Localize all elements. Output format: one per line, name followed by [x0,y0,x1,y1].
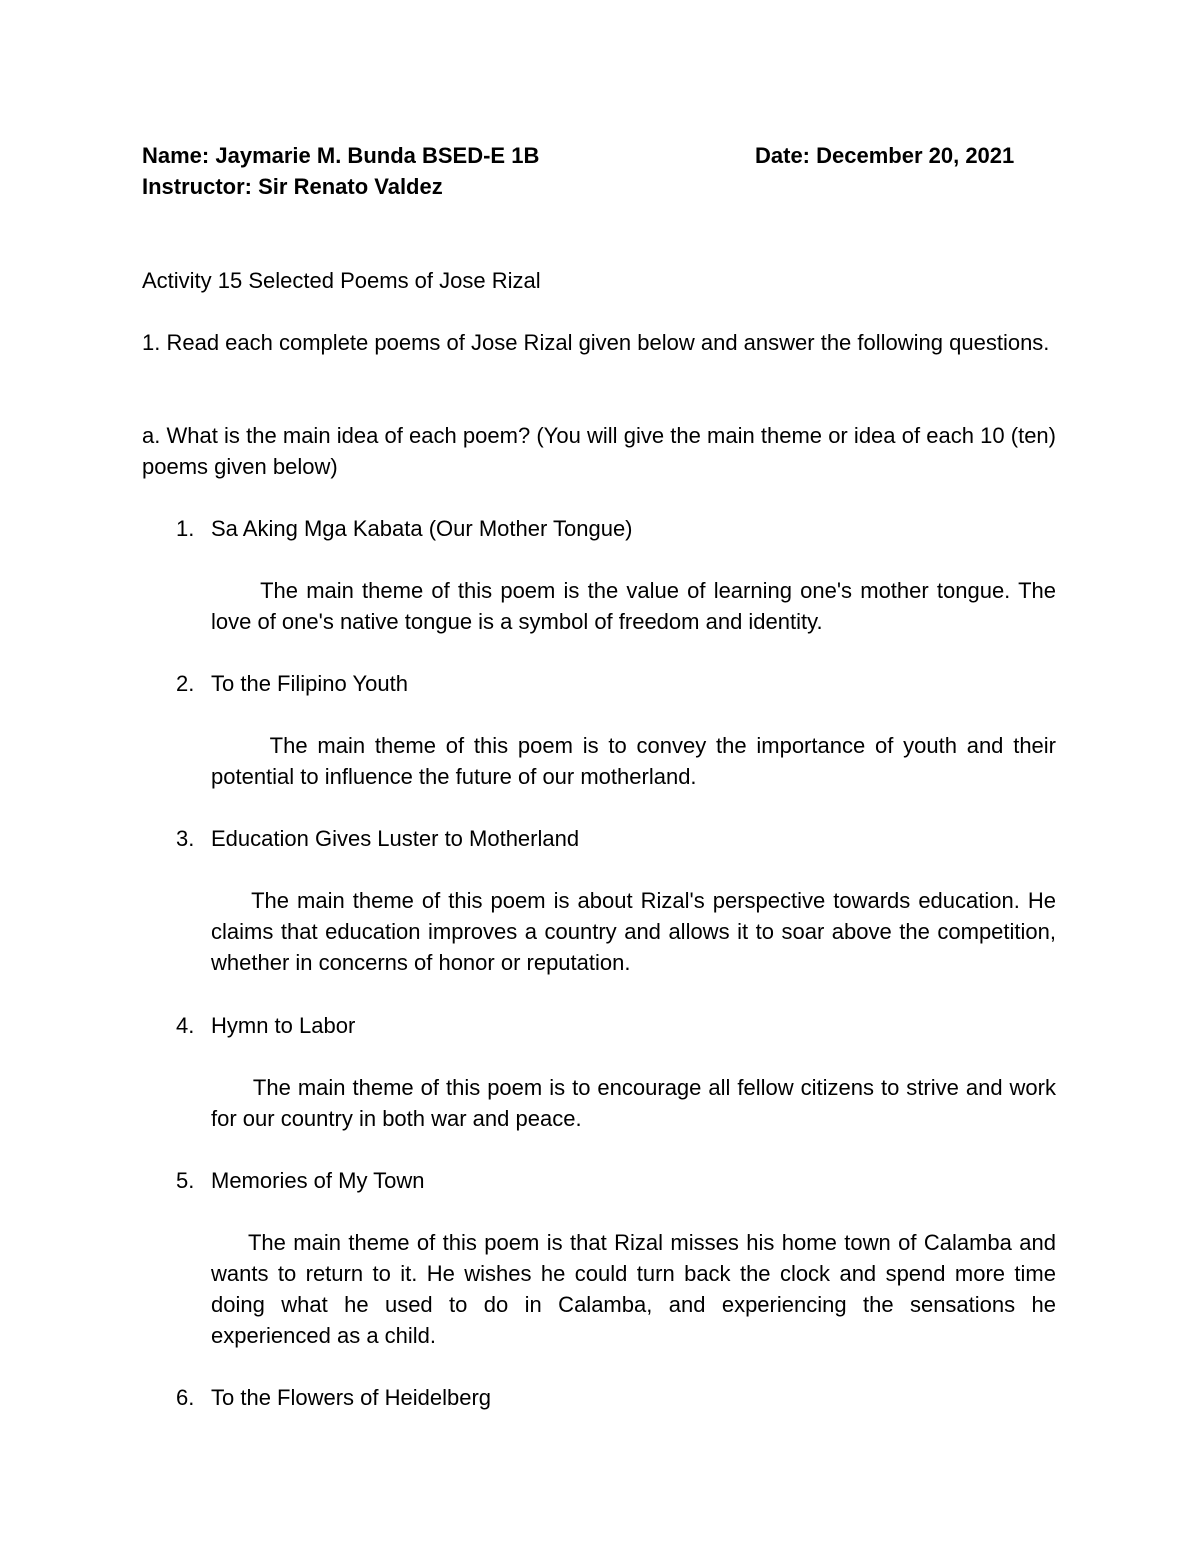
activity-title: Activity 15 Selected Poems of Jose Rizal [142,268,541,293]
poem-answer: The main theme of this poem is to convey the importance of youth and their potential to influence the future of our motherland. [211,733,1056,789]
poem-title: Memories of My Town [211,1168,425,1193]
poem-answer: The main theme of this poem is to encourage all fellow citizens to strive and work for our country in both war and peace. [211,1075,1056,1131]
poem-title: Education Gives Luster to Motherland [211,826,580,851]
poem-title: To the Flowers of Heidelberg [211,1385,492,1410]
student-name-line: Name: Jaymarie M. Bunda BSED-E 1B [142,143,540,168]
list-item-number: 4. [176,1013,195,1038]
list-item-number: 1. [176,516,195,541]
poem-answer: The main theme of this poem is the value of learning one's mother tongue. The love of one's native tongue is a symbol of freedom and identity. [211,578,1056,634]
instructor-line: Instructor: Sir Renato Valdez [142,174,443,199]
list-item-number: 2. [176,671,195,696]
date-line: Date: December 20, 2021 [755,143,1015,168]
question-a: a. What is the main idea of each poem? (You will give the main theme or idea of each 10 (ten) poems given below) [142,423,1056,479]
list-item-number: 6. [176,1385,195,1410]
list-item-number: 5. [176,1168,195,1193]
poem-title: To the Filipino Youth [211,671,408,696]
instruction-text: 1. Read each complete poems of Jose Rizal given below and answer the following questions. [142,330,1050,355]
poem-title: Sa Aking Mga Kabata (Our Mother Tongue) [211,516,633,541]
poem-answer: The main theme of this poem is about Rizal's perspective towards education. He claims that education improves a country and allows it to soar above the competition, whether in concerns of honor or reputation. [211,888,1056,975]
poem-answer: The main theme of this poem is that Rizal misses his home town of Calamba and wants to return to it. He wishes he could turn back the clock and spend more time doing what he used to do in Calamba, and experiencing the sensations he experienced as a child. [211,1230,1056,1348]
poem-title: Hymn to Labor [211,1013,356,1038]
list-item-number: 3. [176,826,195,851]
